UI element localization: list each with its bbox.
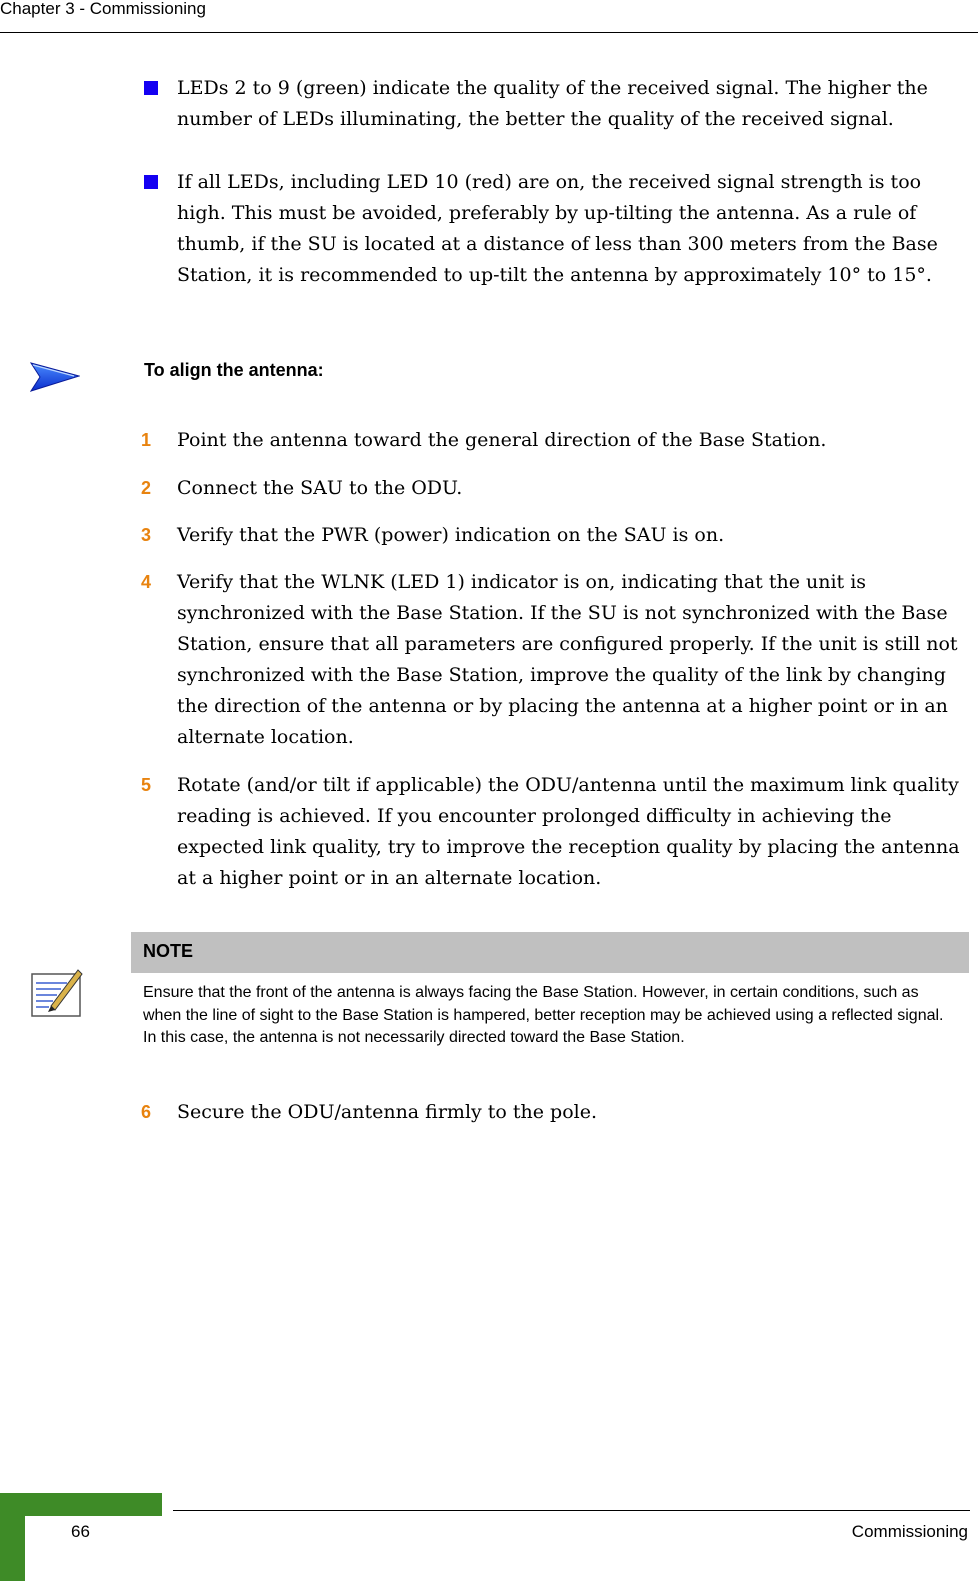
step-number: 1 — [141, 430, 152, 450]
note-header — [131, 932, 969, 973]
footer-divider — [173, 1510, 970, 1511]
procedure-step — [141, 520, 967, 551]
procedure-step — [141, 473, 967, 504]
step-text: Rotate (and/or tilt if applicable) the ODU/antenna until the maximum link quality reading is achieved. If you encounter prolonged difficulty in achieving the expected link quality, try to improve the reception quality by placing the antenna at a higher point or in an alternate location. — [177, 774, 960, 889]
procedure-heading — [30, 356, 630, 396]
square-bullet-icon — [144, 81, 158, 95]
step-number: 2 — [141, 478, 152, 498]
footer-bar — [0, 1493, 25, 1581]
page-number: 66 — [71, 1522, 90, 1541]
step-text: Connect the SAU to the ODU. — [177, 477, 463, 499]
step-text: Secure the ODU/antenna firmly to the pole. — [177, 1101, 598, 1123]
step-text: Verify that the WLNK (LED 1) indicator is on, indicating that the unit is synchronized with the Base Station. If the SU is not synchronized with the Base Station, ensure that all parameters are configured properly. If the unit is still not synchronized with the Base Station, improve the quality of the link by changing the direction of the antenna or by placing the antenna at a higher point or in an alternate location. — [177, 571, 958, 748]
step-number: 5 — [141, 775, 152, 795]
step-number: 3 — [141, 525, 152, 545]
chapter-title: Chapter 3 - Commissioning — [0, 0, 206, 18]
square-bullet-icon — [144, 175, 158, 189]
note-title: NOTE — [143, 941, 194, 961]
note-box — [131, 932, 969, 1050]
bullet-text: If all LEDs, including LED 10 (red) are on, the received signal strength is too high. This must be avoided, preferably by up-tilting the antenna. As a rule of thumb, if the SU is located at a distance of less than 300 meters from the Base Station, it is recommended to up-tilt the antenna by approximately 10° to 15°. — [177, 171, 938, 286]
step-text: Verify that the PWR (power) indication on the SAU is on. — [177, 524, 725, 546]
step-number: 6 — [141, 1102, 152, 1122]
procedure-title: To align the antenna: — [144, 360, 324, 380]
procedure-step — [141, 1097, 967, 1128]
bullet-item — [177, 167, 967, 291]
bullet-text: LEDs 2 to 9 (green) indicate the quality of the received signal. The higher the number of LEDs illuminating, the better the quality of the received signal. — [177, 77, 928, 130]
note-pencil-icon — [31, 966, 83, 1018]
footer-section-title: Commissioning — [851, 1522, 968, 1541]
procedure-step — [141, 567, 967, 753]
procedure-step — [141, 770, 967, 894]
page-header — [0, 0, 978, 33]
step-text: Point the antenna toward the general direction of the Base Station. — [177, 429, 827, 451]
step-number: 4 — [141, 572, 152, 592]
note-text: Ensure that the front of the antenna is always facing the Base Station. However, in certain conditions, such as when the line of sight to the Base Station is hampered, better reception may be achieved using a reflected signal. In this case, the antenna is not necessarily directed toward the Base Station. — [143, 984, 944, 1046]
procedure-arrow-icon — [30, 362, 80, 392]
bullet-item — [177, 73, 967, 135]
procedure-step — [141, 425, 967, 456]
